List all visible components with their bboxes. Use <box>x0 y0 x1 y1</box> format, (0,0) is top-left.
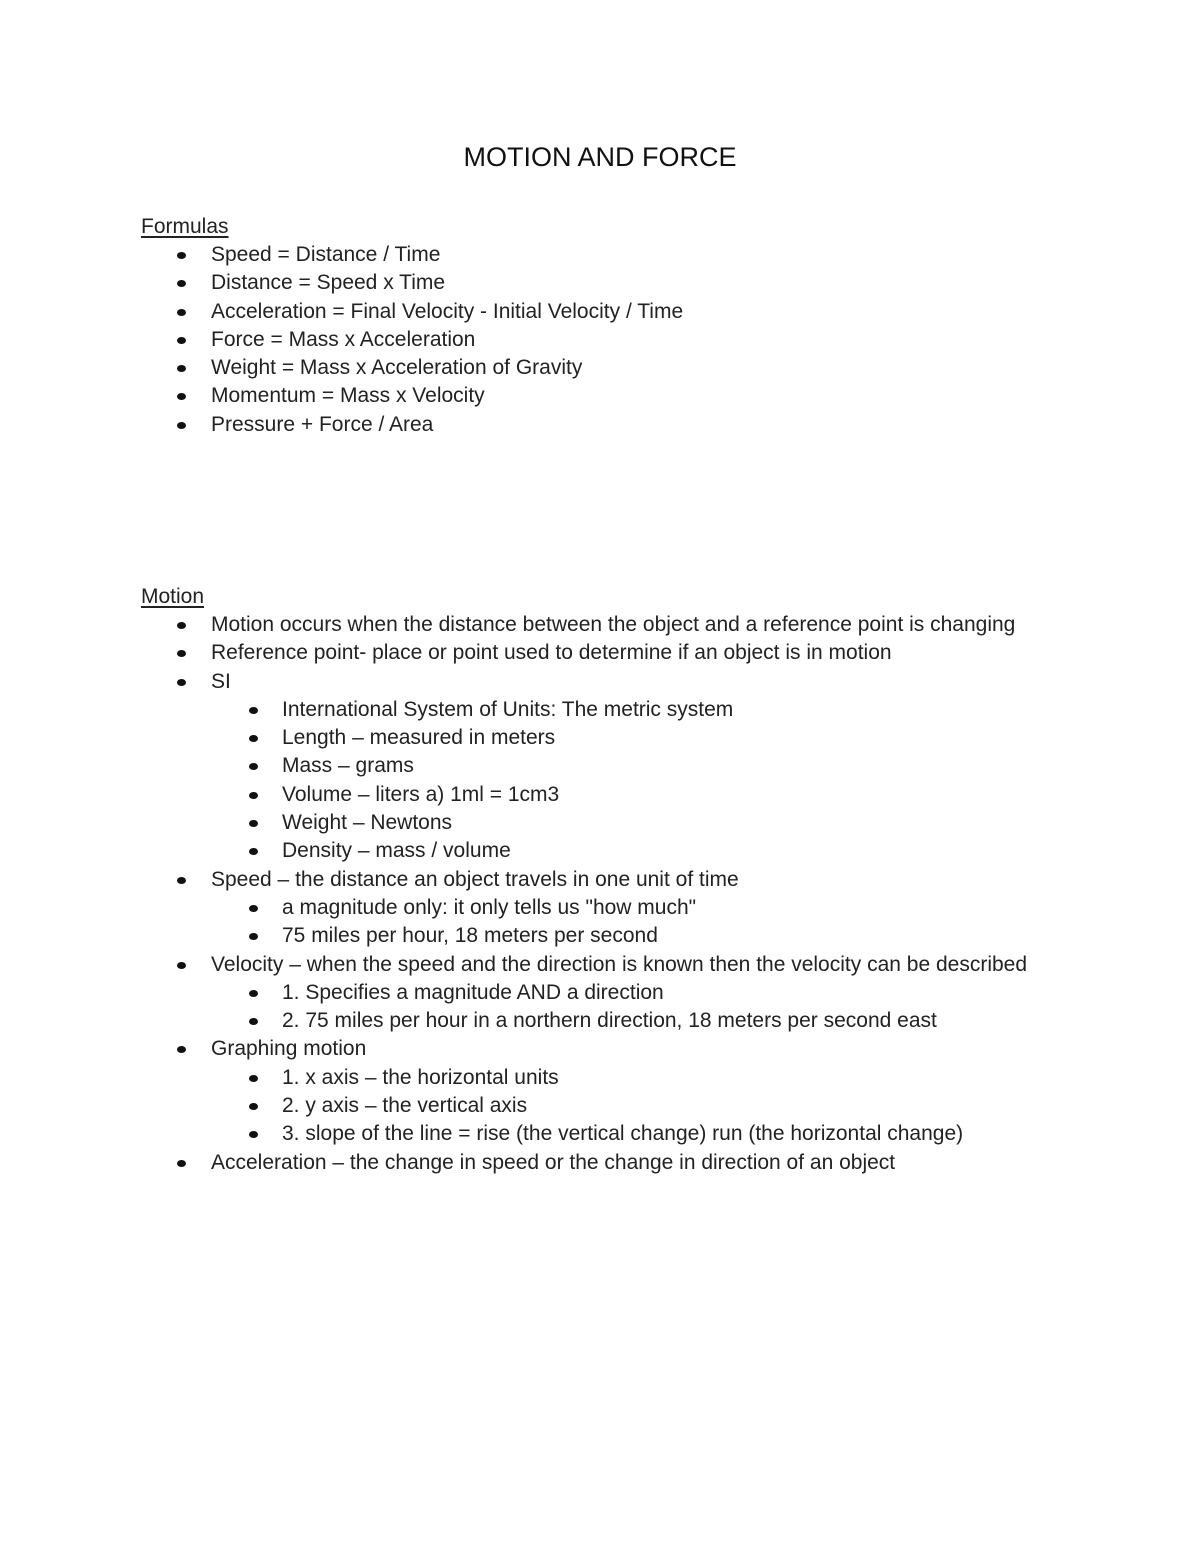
bullet-icon <box>249 735 258 742</box>
bullet-icon <box>249 905 258 912</box>
bullet-icon <box>249 1103 258 1110</box>
list-item: Mass – grams <box>0 752 1027 780</box>
bullet-icon <box>249 933 258 940</box>
list-item: 2. 75 miles per hour in a northern direction, 18 meters per second east <box>0 1007 1027 1035</box>
list-item: Distance = Speed x Time <box>0 269 683 297</box>
list-item: Acceleration – the change in speed or the change in direction of an object <box>0 1149 1027 1177</box>
bullet-icon <box>177 365 186 372</box>
list-item: Pressure + Force / Area <box>0 411 683 439</box>
list-item: International System of Units: The metric system <box>0 696 1027 724</box>
list-item: a magnitude only: it only tells us "how much" <box>0 894 1027 922</box>
list-item: 1. x axis – the horizontal units <box>0 1064 1027 1092</box>
bullet-icon <box>177 622 186 629</box>
list-item: Density – mass / volume <box>0 837 1027 865</box>
bullet-icon <box>249 1075 258 1082</box>
list-item: 75 miles per hour, 18 meters per second <box>0 922 1027 950</box>
bullet-icon <box>249 1018 258 1025</box>
bullet-icon <box>177 1046 186 1053</box>
bullet-icon <box>249 990 258 997</box>
bullet-icon <box>177 280 186 287</box>
bullet-icon <box>249 763 258 770</box>
page-title: MOTION AND FORCE <box>463 142 737 172</box>
list-item: 1. Specifies a magnitude AND a direction <box>0 979 1027 1007</box>
list-item: Weight – Newtons <box>0 809 1027 837</box>
list-item: Velocity – when the speed and the direction is known then the velocity can be described <box>0 951 1027 979</box>
list-item: Speed = Distance / Time <box>0 241 683 269</box>
list-item: SI <box>0 668 1027 696</box>
list-item: Momentum = Mass x Velocity <box>0 382 683 410</box>
list-item: 2. y axis – the vertical axis <box>0 1092 1027 1120</box>
bullet-icon <box>177 650 186 657</box>
list-item: Force = Mass x Acceleration <box>0 326 683 354</box>
formulas-list <box>0 241 683 439</box>
list-item: Volume – liters a) 1ml = 1cm3 <box>0 781 1027 809</box>
bullet-icon <box>249 1131 258 1138</box>
list-item: Speed – the distance an object travels in one unit of time <box>0 866 1027 894</box>
list-item: Reference point- place or point used to determine if an object is in motion <box>0 639 1027 667</box>
bullet-icon <box>177 337 186 344</box>
bullet-icon <box>249 848 258 855</box>
bullet-icon <box>177 1160 186 1167</box>
list-item: Length – measured in meters <box>0 724 1027 752</box>
list-item: Motion occurs when the distance between the object and a reference point is changing <box>0 611 1027 639</box>
list-item: 3. slope of the line = rise (the vertical change) run (the horizontal change) <box>0 1120 1027 1148</box>
bullet-icon <box>177 252 186 259</box>
bullet-icon <box>177 393 186 400</box>
bullet-icon <box>177 679 186 686</box>
bullet-icon <box>177 877 186 884</box>
bullet-icon <box>177 422 186 429</box>
bullet-icon <box>177 309 186 316</box>
list-item: Weight = Mass x Acceleration of Gravity <box>0 354 683 382</box>
bullet-icon <box>249 707 258 714</box>
formulas-heading: Formulas <box>141 215 229 238</box>
list-item: Graphing motion <box>0 1035 1027 1063</box>
motion-heading: Motion <box>141 585 205 608</box>
bullet-icon <box>249 820 258 827</box>
motion-list <box>0 611 1027 1177</box>
list-item: Acceleration = Final Velocity - Initial Velocity / Time <box>0 298 683 326</box>
bullet-icon <box>249 792 258 799</box>
bullet-icon <box>177 962 186 969</box>
